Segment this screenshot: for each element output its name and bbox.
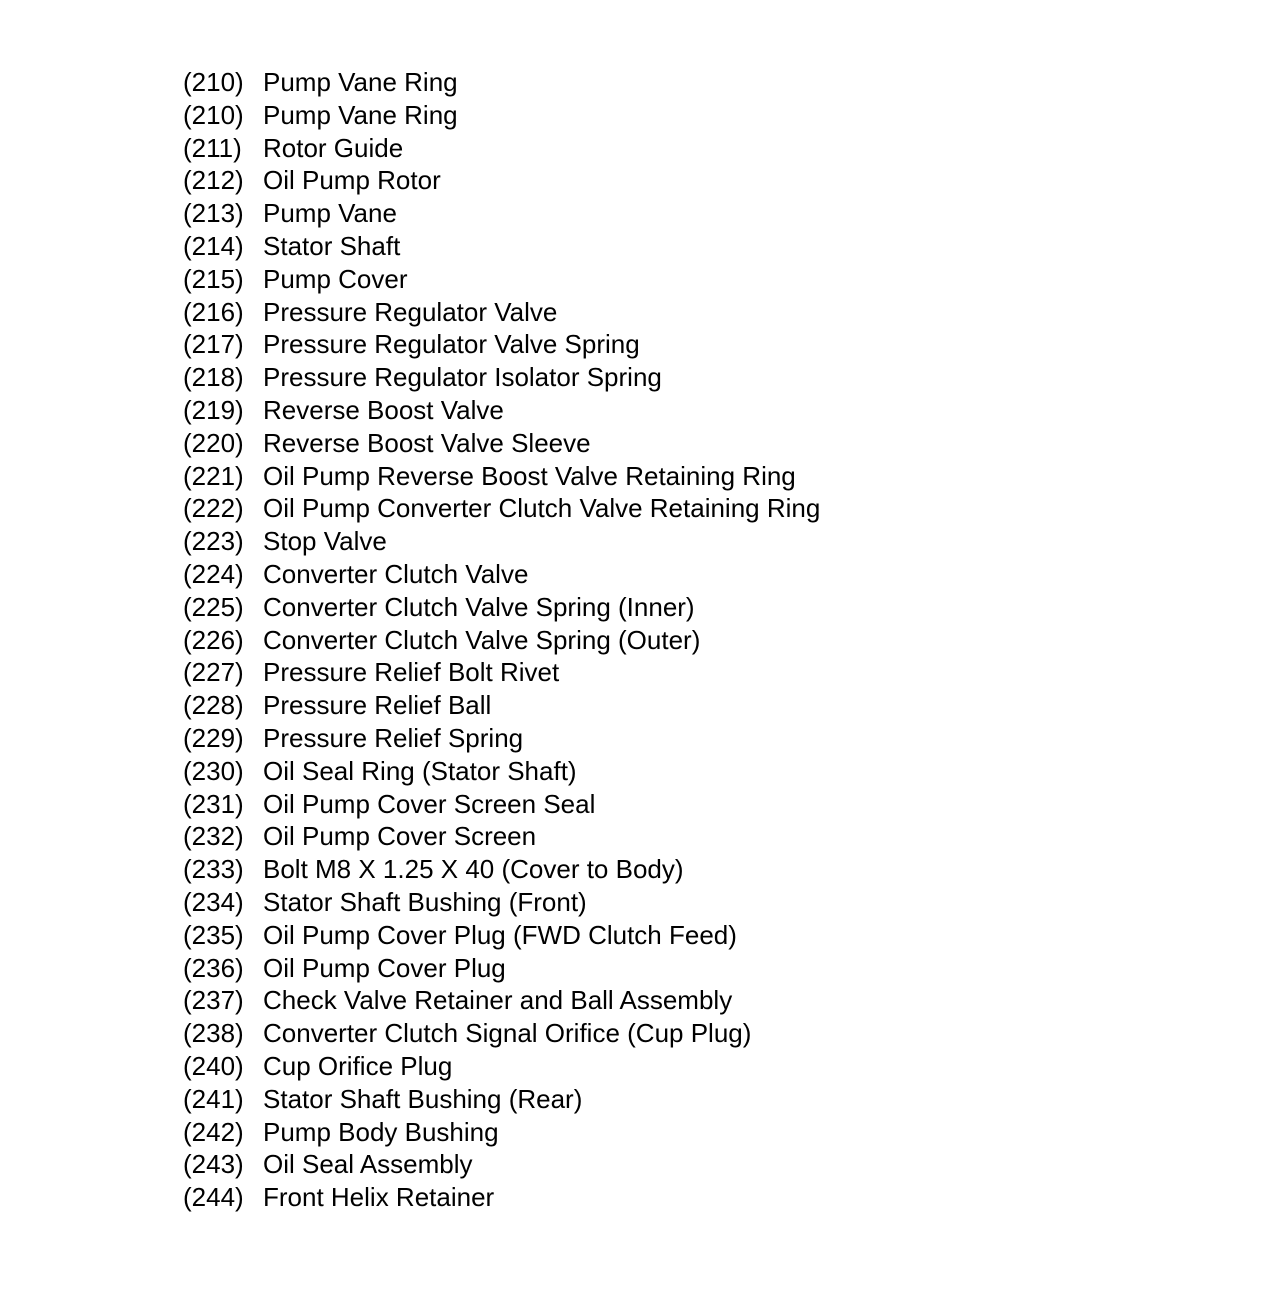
part-number: (219) xyxy=(183,394,244,425)
part-number: (234) xyxy=(183,886,244,917)
part-row xyxy=(183,853,820,886)
part-row xyxy=(183,591,820,624)
part-row xyxy=(183,984,820,1017)
part-number: (211) xyxy=(183,132,242,163)
part-name: Pressure Relief Spring xyxy=(263,722,524,753)
part-name: Reverse Boost Valve Sleeve xyxy=(263,427,591,458)
part-number: (229) xyxy=(183,722,244,753)
part-name: Pressure Regulator Isolator Spring xyxy=(263,362,662,393)
part-number: (244) xyxy=(183,1182,244,1213)
part-number: (236) xyxy=(183,952,244,983)
part-name: Pressure Regulator Valve Spring xyxy=(263,329,640,360)
part-row xyxy=(183,689,820,722)
part-row xyxy=(183,722,820,755)
part-name: Pump Vane xyxy=(263,198,397,229)
part-name: Rotor Guide xyxy=(263,132,404,163)
part-name: Cup Orifice Plug xyxy=(263,1050,453,1081)
part-row xyxy=(183,1116,820,1149)
part-row xyxy=(183,164,820,197)
part-row xyxy=(183,460,820,493)
part-number: (216) xyxy=(183,296,244,327)
part-row xyxy=(183,263,820,296)
part-row xyxy=(183,952,820,985)
part-number: (217) xyxy=(183,329,244,360)
part-number: (230) xyxy=(183,755,244,786)
part-number: (212) xyxy=(183,165,244,196)
part-row xyxy=(183,656,820,689)
part-row xyxy=(183,427,820,460)
part-row xyxy=(183,99,820,132)
part-row xyxy=(183,361,820,394)
part-number: (213) xyxy=(183,198,244,229)
part-name: Oil Pump Reverse Boost Valve Retaining Ring xyxy=(263,460,796,491)
part-number: (241) xyxy=(183,1083,244,1114)
part-row xyxy=(183,525,820,558)
part-name: Oil Seal Ring (Stator Shaft) xyxy=(263,755,577,786)
part-number: (231) xyxy=(183,788,244,819)
part-number: (233) xyxy=(183,854,244,885)
part-number: (240) xyxy=(183,1050,244,1081)
part-name: Stator Shaft Bushing (Front) xyxy=(263,886,587,917)
part-name: Bolt M8 X 1.25 X 40 (Cover to Body) xyxy=(263,854,684,885)
part-number: (242) xyxy=(183,1116,244,1147)
part-row xyxy=(183,296,820,329)
part-name: Oil Pump Cover Screen Seal xyxy=(263,788,596,819)
part-name: Check Valve Retainer and Ball Assembly xyxy=(263,985,733,1016)
part-name: Converter Clutch Valve xyxy=(263,558,529,589)
part-row xyxy=(183,1181,820,1214)
part-number: (220) xyxy=(183,427,244,458)
part-name: Oil Pump Cover Plug (FWD Clutch Feed) xyxy=(263,919,737,950)
part-name: Converter Clutch Valve Spring (Outer) xyxy=(263,624,701,655)
part-name: Oil Pump Rotor xyxy=(263,165,441,196)
part-number: (238) xyxy=(183,1018,244,1049)
part-row xyxy=(183,886,820,919)
part-row xyxy=(183,197,820,230)
part-row xyxy=(183,558,820,591)
part-number: (243) xyxy=(183,1149,244,1180)
part-number: (214) xyxy=(183,230,244,261)
part-number: (227) xyxy=(183,657,244,688)
part-number: (237) xyxy=(183,985,244,1016)
part-row xyxy=(183,755,820,788)
part-number: (218) xyxy=(183,362,244,393)
part-name: Pump Cover xyxy=(263,263,408,294)
part-name: Oil Seal Assembly xyxy=(263,1149,473,1180)
part-number: (228) xyxy=(183,690,244,721)
part-name: Pump Vane Ring xyxy=(263,67,458,97)
part-row xyxy=(183,492,820,525)
part-name: Pump Body Bushing xyxy=(263,1116,499,1147)
part-row xyxy=(183,328,820,361)
part-row xyxy=(183,919,820,952)
part-number: (224) xyxy=(183,558,244,589)
part-row xyxy=(183,132,820,165)
part-row xyxy=(183,1017,820,1050)
part-name: Reverse Boost Valve xyxy=(263,394,504,425)
part-row xyxy=(183,624,820,657)
part-number: (215) xyxy=(183,263,244,294)
part-row xyxy=(183,1148,820,1181)
part-name: Pump Vane Ring xyxy=(263,99,458,130)
part-name: Stator Shaft xyxy=(263,230,401,261)
part-name: Oil Pump Converter Clutch Valve Retaining Ring xyxy=(263,493,821,524)
part-number: (221) xyxy=(183,460,244,491)
part-name: Pressure Relief Bolt Rivet xyxy=(263,657,560,688)
part-name: Front Helix Retainer xyxy=(263,1182,495,1213)
part-row xyxy=(183,230,820,263)
part-row xyxy=(183,820,820,853)
part-name: Oil Pump Cover Plug xyxy=(263,952,506,983)
part-row xyxy=(183,1083,820,1116)
part-number: (210) xyxy=(183,99,244,130)
part-number: (226) xyxy=(183,624,244,655)
part-name: Converter Clutch Signal Orifice (Cup Plug) xyxy=(263,1018,752,1049)
part-number: (223) xyxy=(183,526,244,557)
part-number: (210) xyxy=(183,67,244,97)
part-row xyxy=(183,1050,820,1083)
part-name: Converter Clutch Valve Spring (Inner) xyxy=(263,591,695,622)
part-number: (225) xyxy=(183,591,244,622)
part-row xyxy=(183,788,820,821)
part-name: Stop Valve xyxy=(263,526,387,557)
part-name: Oil Pump Cover Screen xyxy=(263,821,537,852)
part-name: Stator Shaft Bushing (Rear) xyxy=(263,1083,583,1114)
parts-legend-list xyxy=(183,66,820,1214)
part-number: (232) xyxy=(183,821,244,852)
part-number: (235) xyxy=(183,919,244,950)
part-name: Pressure Regulator Valve xyxy=(263,296,558,327)
part-row xyxy=(183,66,820,99)
part-name: Pressure Relief Ball xyxy=(263,690,492,721)
part-row xyxy=(183,394,820,427)
part-number: (222) xyxy=(183,493,244,524)
